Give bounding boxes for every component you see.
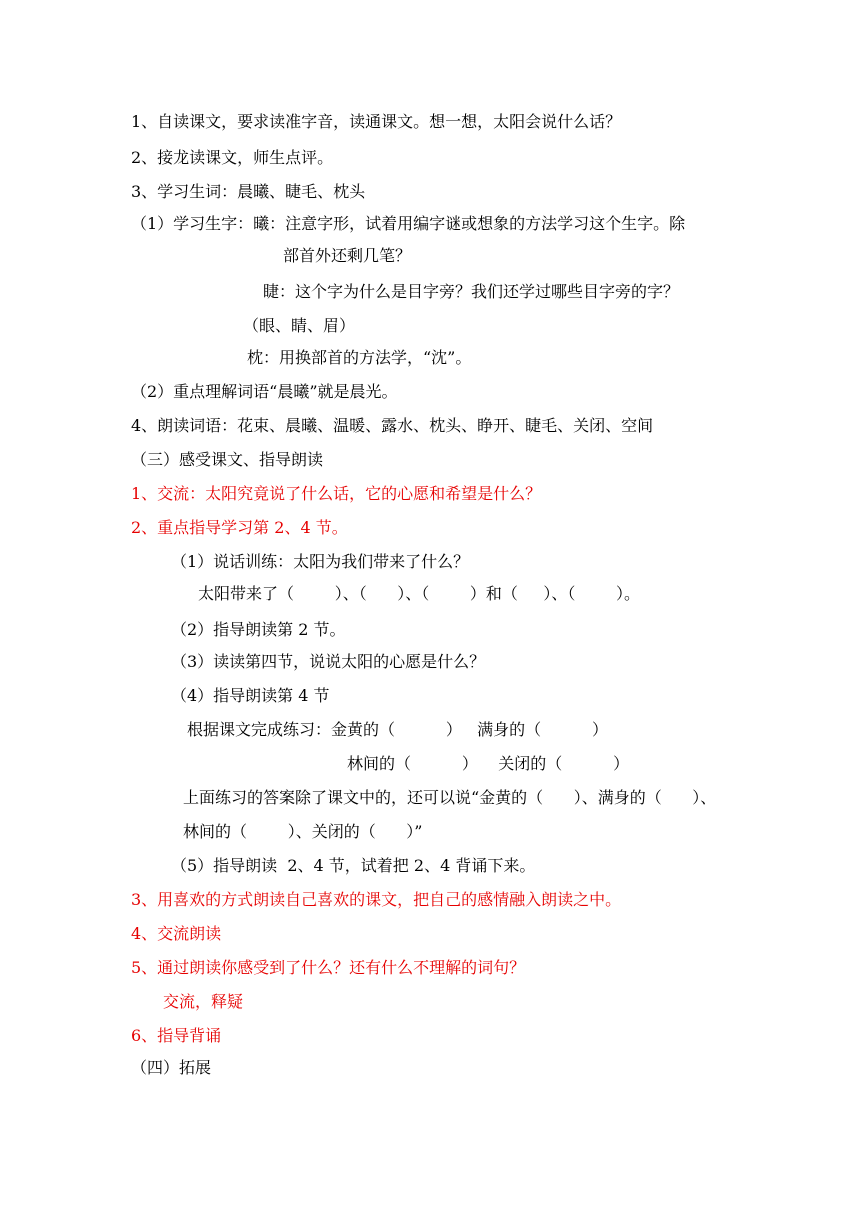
text-line-8: 枕：用换部首的方法学，“沈”。 xyxy=(247,348,472,367)
text-line-27: 交流，释疑 xyxy=(163,992,244,1011)
text-line-23: （5）指导朗读 2、4 节，试着把 2、4 背诵下来。 xyxy=(171,856,536,875)
text-line-24: 3、用喜欢的方式朗读自己喜欢的课文，把自己的感情融入朗读之中。 xyxy=(131,890,622,909)
text-line-19: 根据课文完成练习：金黄的（ ） 满身的（ ） xyxy=(187,720,608,739)
text-line-14: （1）说话训练：太阳为我们带来了什么？ xyxy=(171,552,470,571)
text-line-11: （三）感受课文、指导朗读 xyxy=(131,450,324,469)
text-line-18: （4）指导朗读第 4 节 xyxy=(171,686,330,705)
text-line-5: 部首外还剩几笔？ xyxy=(283,246,412,265)
text-line-6: 睫：这个字为什么是目字旁？我们还学过哪些目字旁的字？ xyxy=(263,282,680,301)
text-line-13: 2、重点指导学习第 2、4 节。 xyxy=(131,518,348,537)
text-line-2: 2、接龙读课文，师生点评。 xyxy=(131,148,334,167)
text-line-3: 3、学习生词：晨曦、睫毛、枕头 xyxy=(131,182,366,201)
text-line-15: 太阳带来了（ ）、（ ）、（ ）和（ ）、（ ）。 xyxy=(198,584,641,603)
text-line-12: 1、交流：太阳究竟说了什么话，它的心愿和希望是什么？ xyxy=(131,484,542,503)
text-line-10: 4、朗读词语：花束、晨曦、温暖、露水、枕头、睁开、睫毛、关闭、空间 xyxy=(131,416,654,435)
text-line-29: （四）拓展 xyxy=(131,1058,212,1077)
text-line-26: 5、通过朗读你感受到了什么？还有什么不理解的词句？ xyxy=(131,958,526,977)
text-line-22: 林间的（ ）、关闭的（ ）” xyxy=(183,822,423,841)
text-line-28: 6、指导背诵 xyxy=(131,1026,222,1045)
text-line-7: （眼、睛、眉） xyxy=(243,316,356,335)
text-line-16: （2）指导朗读第 2 节。 xyxy=(171,620,346,639)
text-line-21: 上面练习的答案除了课文中的，还可以说“金黄的（ ）、满身的（ ）、 xyxy=(183,788,717,807)
text-line-25: 4、交流朗读 xyxy=(131,924,222,943)
text-line-9: （2）重点理解词语“晨曦”就是晨光。 xyxy=(131,382,398,401)
text-line-20: 林间的（ ） 关闭的（ ） xyxy=(347,754,630,773)
text-line-1: 1、自读课文，要求读准字音，读通课文。想一想，太阳会说什么话？ xyxy=(131,112,622,131)
text-line-4: （1）学习生字：曦：注意字形，试着用编字谜或想象的方法学习这个生字。除 xyxy=(131,214,686,233)
text-line-17: （3）读读第四节，说说太阳的心愿是什么？ xyxy=(171,652,486,671)
